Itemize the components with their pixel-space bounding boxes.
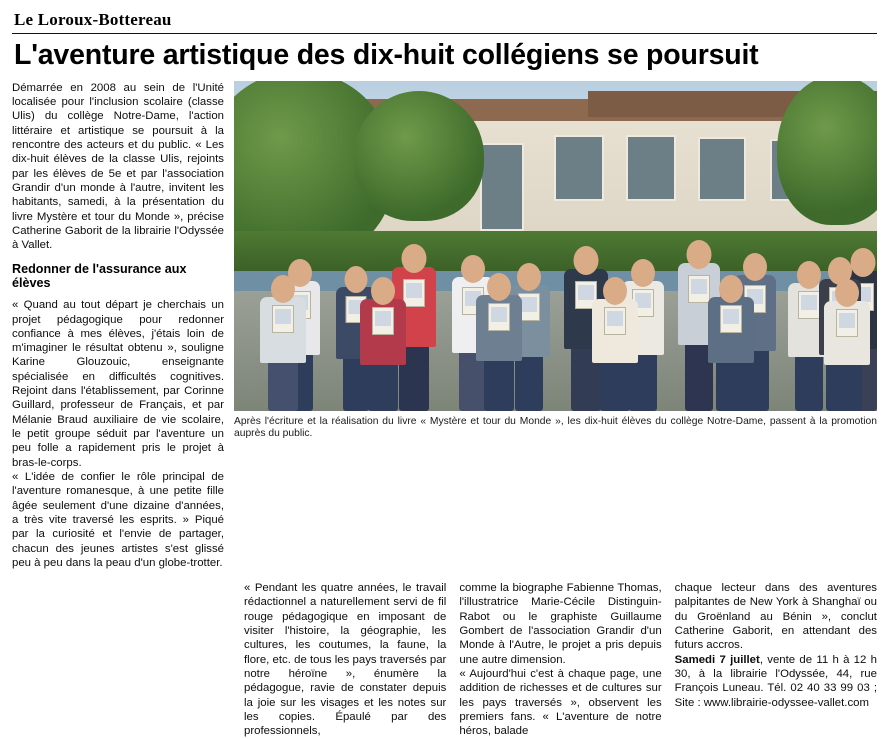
body-paragraph: comme la biographe Fabienne Thomas, l'illustratrice Marie-Cécile Distinguin-Rabot ou le graphiste Guillaume Gombert de l'association Grandir d'un Monde à l'Autre, le projet a pris depuis une autre dimension. [459, 582, 662, 666]
photo-column [234, 81, 877, 441]
intro-paragraph-3: « L'idée de confier le rôle principal de l'aventure romanesque, à une petite fille âgée seulement d'une dizaine d'années, a très vite traversé les esprits. » Piqué par la curiosité et l'envie de partager, chacun des jeunes artistes s'est glissé peu à peu dans la peau d'un globe-trotter. [12, 470, 224, 569]
photo-window [626, 135, 676, 201]
photo-person [470, 259, 528, 411]
event-paragraph [675, 653, 877, 710]
body-column-2 [459, 581, 661, 738]
body-paragraph: « Aujourd'hui c'est à chaque page, une addition de richesses et de cultures sur les pays traversés », observent les premiers fans. « L'aventure de notre héros, balade [459, 668, 662, 738]
photo-person [586, 263, 644, 411]
intro-paragraph-2: « Quand au tout départ je cherchais un projet pédagogique pour redonner confiance à mes élèves, j'étais loin de m'imaginer le résultat obtenu », souligne Karine Glouzouic, enseignante spécialisée en difficultés cognitives. Rejoint dans l'établissement, par Corinne Guillard, professeur de Français, et par Mélanie Braud auxiliaire de vie scolaire, le petit groupe séduit par l'aventure un peu folle a rapidement pris le projet à bras-le-corps. [12, 299, 224, 469]
body-paragraph: « Pendant les quatre années, le travail rédactionnel a naturellement servi de fil rouge pédagogique en imposant de visiter l'histoire, la géographie, les cultures, les coutumes, la faune, la flore, etc. de tous les pays traversés par notre héroïne », énumère la pédagogue, ravie de constater depuis la joie sur les visages et les notes sur les copies. Épaulé par des professionnels, [244, 582, 447, 738]
photo-tree [354, 91, 484, 221]
photo-person [818, 265, 876, 411]
photo-person [354, 265, 412, 411]
kicker: Le Loroux-Bottereau [14, 10, 172, 29]
subheading: Redonner de l'assurance aux élèves [12, 261, 187, 291]
page-title: L'aventure artistique des dix-huit collégiens se poursuit [14, 39, 759, 71]
event-details: , vente de 11 h à 12 h 30, à la librairie l'Odyssée, 44, rue François Luneau. Tél. 02 40 33 99 03 ; Site : www.librairie-odyssee-vallet.com [674, 653, 877, 709]
divider-rule [12, 33, 877, 34]
photo-window [554, 135, 604, 201]
article-photo [234, 81, 877, 411]
intro-paragraph: Démarrée en 2008 au sein de l'Unité localisée pour l'inclusion scolaire (classe Ulis) du collège Notre-Dame, l'action littéraire et artistique se poursuit à la rencontre des acteurs et du public. « Les dix-huit élèves de la classe Ulis, rejoints par les élèves de 5e et par l'association Grandir d'un monde à l'autre, invitent les habitants, samedi, à la présentation du livre Mystère et tour du Monde », précise Catherine Gaborit de la librairie l'Odyssée à Vallet. [12, 81, 224, 252]
event-date: Samedi 7 juillet [674, 653, 760, 666]
body-column-3 [675, 581, 877, 738]
photo-person [702, 261, 760, 411]
body-paragraph: chaque lecteur dans des aventures palpitantes de New York à Shanghaï ou du Groënland au Bénin », conclut Catherine Gaborit, en attendant des futurs accros. [674, 582, 877, 652]
body-columns [12, 581, 877, 738]
photo-window [698, 137, 746, 201]
top-area [12, 81, 877, 570]
photo-door [480, 143, 524, 231]
body-column-1 [244, 581, 446, 738]
photo-person [254, 261, 312, 411]
photo-tree [777, 81, 877, 225]
intro-column [12, 81, 224, 570]
photo-caption: Après l'écriture et la réalisation du livre « Mystère et tour du Monde », les dix-huit élèves du collège Notre-Dame, passent à la promotion auprès du public. [234, 415, 877, 440]
